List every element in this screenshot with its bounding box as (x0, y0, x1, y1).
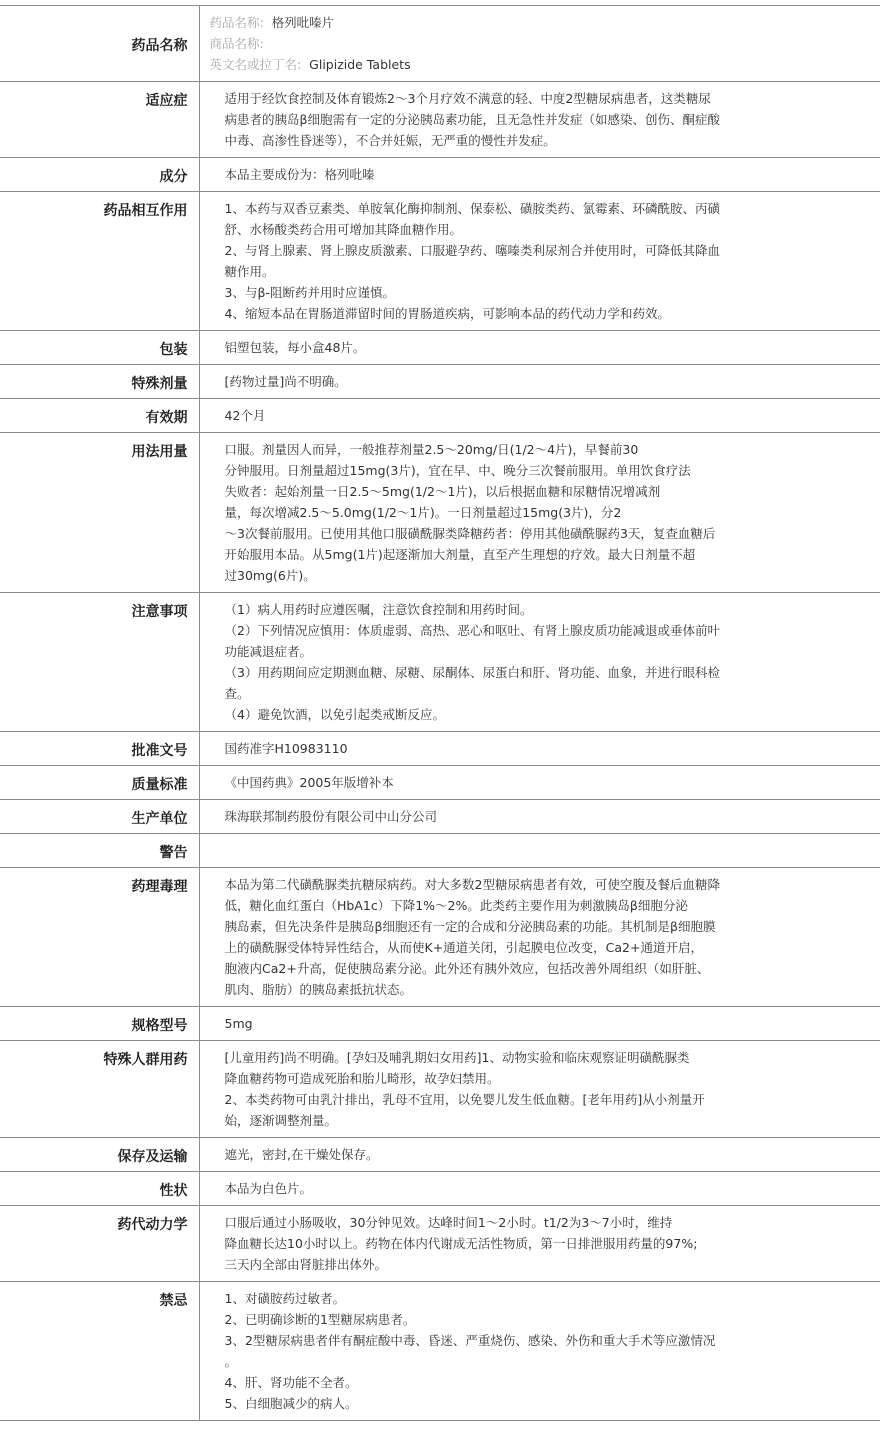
row-value-line: 2、与肾上腺素、肾上腺皮质激素、口服避孕药、噻嗪类利尿剂合并使用时，可降低其降血 (224, 243, 720, 258)
row-value (199, 192, 880, 331)
spec-row (0, 365, 880, 399)
row-value-line: 2、本类药物可由乳汁排出，乳母不宜用，以免婴儿发生低血糖。[老年用药]从小剂量开 (224, 1092, 705, 1107)
row-value-line: 1、本药与双香豆素类、单胺氧化酶抑制剂、保泰松、磺胺类药、氯霉素、环磷酰胺、丙磺 (224, 201, 720, 216)
row-value (199, 1007, 880, 1041)
row-value-line: 口服。剂量因人而异，一般推荐剂量2.5～20mg/日(1/2～4片)，早餐前30 (224, 442, 639, 457)
row-value-line: 肌肉、脂肪）的胰岛素抵抗状态。 (224, 982, 413, 997)
english-name-value: Glipizide Tablets (309, 57, 411, 72)
spec-row (0, 433, 880, 593)
row-value-line: [药物过量]尚不明确。 (224, 374, 347, 389)
row-value-line: 分钟服用。日剂量超过15mg(3片)，宜在早、中、晚分三次餐前服用。单用饮食疗法 (224, 463, 691, 478)
row-value (199, 1172, 880, 1206)
spec-row (0, 1138, 880, 1172)
drug-spec-table-body (0, 6, 880, 1421)
row-value (199, 766, 880, 800)
row-label: 批准文号 (0, 732, 199, 766)
row-value-line: 4、缩短本品在胃肠道滞留时间的胃肠道疾病，可影响本品的药代动力学和药效。 (224, 306, 670, 321)
row-value-line: 糖作用。 (224, 264, 275, 279)
row-value-line: （1）病人用药时应遵医嘱，注意饮食控制和用药时间。 (224, 602, 533, 617)
row-label: 性状 (0, 1172, 199, 1206)
spec-row (0, 593, 880, 732)
row-label: 适应症 (0, 82, 199, 158)
row-label: 生产单位 (0, 800, 199, 834)
row-value-line: 功能减退症者。 (224, 644, 313, 659)
row-value (199, 593, 880, 732)
spec-row (0, 1172, 880, 1206)
row-value-line: 4、肝、肾功能不全者。 (224, 1375, 358, 1390)
row-value-line: 5、白细胞减少的病人。 (224, 1396, 358, 1411)
row-value-line: 舒、水杨酸类药合用可增加其降血糖作用。 (224, 222, 463, 237)
spec-row (0, 192, 880, 331)
row-label: 成分 (0, 158, 199, 192)
row-value-line: 失败者：起始剂量一日2.5～5mg(1/2～1片)，以后根据血糖和尿糖情况增减剂 (224, 484, 661, 499)
row-value-line: （3）用药期间应定期测血糖、尿糖、尿酮体、尿蛋白和肝、肾功能、血象，并进行眼科检 (224, 665, 720, 680)
row-value-line: 降血糖长达10小时以上。药物在体内代谢成无活性物质，第一日排泄服用药量的97%; (224, 1236, 698, 1251)
generic-name-line (210, 12, 861, 33)
row-value-line: 病患者的胰岛β细胞需有一定的分泌胰岛素功能，且无急性并发症（如感染、创伤、酮症酸 (224, 112, 720, 127)
row-value (199, 1041, 880, 1138)
row-value-line: 适用于经饮食控制及体育锻炼2～3个月疗效不满意的轻、中度2型糖尿病患者，这类糖尿 (224, 91, 711, 106)
spec-row (0, 800, 880, 834)
row-value (199, 365, 880, 399)
row-value-line: 《中国药典》2005年版增补本 (224, 775, 394, 790)
row-value-line: 。 (224, 1354, 238, 1369)
row-label: 药品相互作用 (0, 192, 199, 331)
row-value-line: 查。 (224, 686, 250, 701)
row-value (199, 1282, 880, 1421)
row-value (199, 834, 880, 868)
row-value (199, 868, 880, 1007)
row-value (199, 1206, 880, 1282)
row-value-line: [儿童用药]尚不明确。[孕妇及哺乳期妇女用药]1、动物实验和临床观察证明磺酰脲类 (224, 1050, 690, 1065)
row-value-line: 上的磺酰脲受体特异性结合，从而使K+通道关闭，引起膜电位改变，Ca2+通道开启， (224, 940, 703, 955)
row-value-line: 过30mg(6片)。 (224, 568, 316, 583)
trade-name-line (210, 33, 861, 54)
spec-row (0, 399, 880, 433)
row-value-line: 低，糖化血红蛋白（HbA1c）下降1%～2%。此类药主要作用为刺激胰岛β细胞分泌 (224, 898, 688, 913)
row-value-line: 三天内全部由肾脏排出体外。 (224, 1257, 388, 1272)
english-name-line (210, 54, 861, 75)
row-label: 禁忌 (0, 1282, 199, 1421)
row-label: 药理毒理 (0, 868, 199, 1007)
row-value-line: 口服后通过小肠吸收，30分钟见效。达峰时间1～2小时。t1/2为3～7小时，维持 (224, 1215, 673, 1230)
row-value (199, 433, 880, 593)
row-label: 规格型号 (0, 1007, 199, 1041)
row-label: 特殊人群用药 (0, 1041, 199, 1138)
row-value-line: 本品主要成份为：格列吡嗪 (224, 167, 375, 182)
drug-name-cell (199, 6, 880, 82)
row-value-line: ～3次餐前服用。已使用其他口服磺酰脲类降糖药者：停用其他磺酰脲药3天，复查血糖后 (224, 526, 716, 541)
spec-row (0, 732, 880, 766)
row-label: 药代动力学 (0, 1206, 199, 1282)
row-value-line: 开始服用本品。从5mg(1片)起逐渐加大剂量，直至产生理想的疗效。最大日剂量不超 (224, 547, 696, 562)
trade-name-key: 商品名称: (209, 36, 264, 51)
row-value-line: 降血糖药物可造成死胎和胎儿畸形，故孕妇禁用。 (224, 1071, 500, 1086)
row-value-line: （4）避免饮酒，以免引起类戒断反应。 (224, 707, 445, 722)
spec-row (0, 1206, 880, 1282)
row-value-line: 5mg (224, 1016, 253, 1031)
row-label: 有效期 (0, 399, 199, 433)
spec-row (0, 1041, 880, 1138)
row-value (199, 1138, 880, 1172)
row-value-line: 胞液内Ca2+升高，促使胰岛素分泌。此外还有胰外效应，包括改善外周组织（如肝脏、 (224, 961, 710, 976)
row-value-line: 3、2型糖尿病患者伴有酮症酸中毒、昏迷、严重烧伤、感染、外伤和重大手术等应激情况 (224, 1333, 716, 1348)
row-value-line: 始，逐渐调整剂量。 (224, 1113, 338, 1128)
english-name-key: 英文名或拉丁名: (209, 57, 302, 72)
row-value-line: 遮光，密封,在干燥处保存。 (224, 1147, 379, 1162)
row-drug-name (0, 6, 880, 82)
row-label: 用法用量 (0, 433, 199, 593)
row-label: 警告 (0, 834, 199, 868)
spec-row (0, 834, 880, 868)
spec-row (0, 82, 880, 158)
row-value (199, 800, 880, 834)
row-value-line: 本品为白色片。 (224, 1181, 313, 1196)
row-value-line: 胰岛素，但先决条件是胰岛β细胞还有一定的合成和分泌胰岛素的功能。其机制是β细胞膜 (224, 919, 716, 934)
row-value (199, 399, 880, 433)
row-value (199, 82, 880, 158)
spec-row (0, 766, 880, 800)
row-value-line: 1、对磺胺药过敏者。 (224, 1291, 345, 1306)
spec-row (0, 331, 880, 365)
row-label: 保存及运输 (0, 1138, 199, 1172)
spec-row (0, 868, 880, 1007)
row-value (199, 158, 880, 192)
spec-row (0, 1007, 880, 1041)
spec-row (0, 158, 880, 192)
row-value-line: 国药准字H10983110 (224, 741, 348, 756)
generic-name-key: 药品名称: (209, 15, 264, 30)
row-value-line: （2）下列情况应慎用：体质虚弱、高热、恶心和呕吐、有肾上腺皮质功能减退或垂体前叶 (224, 623, 720, 638)
row-label: 质量标准 (0, 766, 199, 800)
row-value-line: 中毒、高渗性昏迷等），不合并妊娠，无严重的慢性并发症。 (224, 133, 556, 148)
row-value (199, 732, 880, 766)
row-label: 特殊剂量 (0, 365, 199, 399)
row-value-line: 珠海联邦制药股份有限公司中山分公司 (224, 809, 438, 824)
row-value-line: 铝塑包装，每小盒48片。 (224, 340, 366, 355)
spec-row (0, 1282, 880, 1421)
row-value-line: 本品为第二代磺酰脲类抗糖尿病药。对大多数2型糖尿病患者有效，可使空腹及餐后血糖降 (224, 877, 720, 892)
row-label: 药品名称 (0, 6, 199, 82)
row-value-line: 量，每次增减2.5～5.0mg(1/2～1片)。一日剂量超过15mg(3片)，分2 (224, 505, 622, 520)
row-value-line: 42个月 (224, 408, 266, 423)
row-value-line: 2、已明确诊断的1型糖尿病患者。 (224, 1312, 416, 1327)
row-label: 注意事项 (0, 593, 199, 732)
row-label: 包装 (0, 331, 199, 365)
drug-spec-table (0, 5, 880, 1421)
generic-name-value: 格列吡嗪片 (271, 15, 335, 30)
row-value (199, 331, 880, 365)
row-value-line: 3、与β-阻断药并用时应谨慎。 (224, 285, 395, 300)
